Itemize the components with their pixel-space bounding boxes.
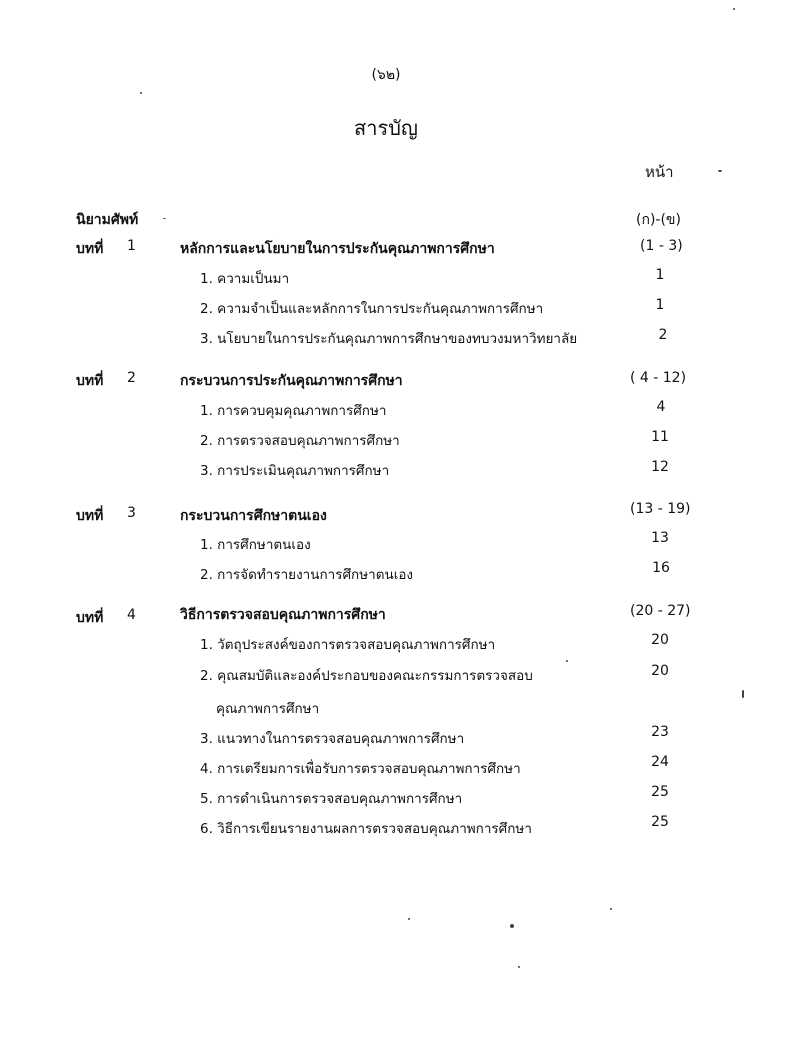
toc-entry-page: 20 [651,632,669,648]
toc-entry-page: 1 [655,267,665,283]
chapter-label: บทที่ [76,610,104,626]
chapter-pages: (20 - 27) [630,603,691,619]
toc-entry-page: 23 [651,724,669,740]
scan-speck [610,908,612,910]
chapter-title: กระบวนการประกันคุณภาพการศึกษา [180,373,403,389]
toc-entry: 3. นโยบายในการประกันคุณภาพการศึกษาของทบวงมหาวิทยาลัย [200,331,578,347]
toc-entry: 1. ความเป็นมา [200,271,290,287]
scan-speck [742,690,744,698]
page-column-header: หน้า [645,163,674,181]
toc-entry: 2. การตรวจสอบคุณภาพการศึกษา [200,433,400,449]
toc-entry-page: 13 [651,530,669,546]
toc-entry: 2. คุณสมบัติและองค์ประกอบของคณะกรรมการตรวจสอบ [200,668,533,684]
scan-speck [566,660,568,662]
chapter-number: 2 [127,370,136,386]
scan-speck [163,218,166,219]
chapter-pages: (13 - 19) [630,501,691,517]
toc-entry-page: 2 [658,327,668,343]
toc-entry-page: 4 [656,399,666,415]
chapter-label: บทที่ [76,508,104,524]
chapter-pages: ( 4 - 12) [630,370,687,386]
toc-entry-page: 25 [651,784,669,800]
page-number: (๖๒) [371,67,401,83]
chapter-pages: (1 - 3) [640,238,683,254]
chapter-number: 4 [127,607,136,623]
toc-entry: 4. การเตรียมการเพื่อรับการตรวจสอบคุณภาพการศึกษา [200,761,521,777]
chapter-title: วิธีการตรวจสอบคุณภาพการศึกษา [180,607,386,623]
toc-entry-continuation: คุณภาพการศึกษา [216,701,320,717]
scan-speck [518,966,520,968]
glossary-label: นิยามศัพท์ [76,212,139,228]
chapter-label: บทที่ [76,241,104,257]
scan-speck [718,170,722,172]
toc-entry-page: 25 [651,814,669,830]
toc-entry: 3. การประเมินคุณภาพการศึกษา [200,463,390,479]
scan-speck [510,924,514,928]
toc-entry: 1. การควบคุมคุณภาพการศึกษา [200,403,387,419]
toc-entry: 3. แนวทางในการตรวจสอบคุณภาพการศึกษา [200,731,465,747]
chapter-title: หลักการและนโยบายในการประกันคุณภาพการศึกษา [180,241,495,257]
glossary-pages: (ก)-(ข) [636,212,681,228]
toc-entry: 2. การจัดทำรายงานการศึกษาตนเอง [200,567,414,583]
toc-entry: 1. วัตถุประสงค์ของการตรวจสอบคุณภาพการศึกษา [200,637,496,653]
toc-entry-page: 20 [651,663,669,679]
chapter-label: บทที่ [76,373,104,389]
toc-entry: 1. การศึกษาตนเอง [200,537,311,553]
page-title: สารบัญ [354,116,418,140]
toc-entry-page: 24 [651,754,669,770]
scan-speck [733,8,735,10]
scan-speck [140,92,142,94]
toc-entry-page: 12 [651,459,669,475]
toc-entry-page: 16 [652,560,670,576]
toc-entry-page: 11 [651,429,669,445]
scan-speck [408,918,410,920]
chapter-number: 3 [127,505,136,521]
toc-entry: 6. วิธีการเขียนรายงานผลการตรวจสอบคุณภาพการศึกษา [200,821,532,837]
toc-entry-page: 1 [655,297,665,313]
chapter-title: กระบวนการศึกษาตนเอง [180,508,327,524]
chapter-number: 1 [127,238,136,254]
toc-entry: 5. การดำเนินการตรวจสอบคุณภาพการศึกษา [200,791,463,807]
toc-entry: 2. ความจำเป็นและหลักการในการประกันคุณภาพการศึกษา [200,301,544,317]
